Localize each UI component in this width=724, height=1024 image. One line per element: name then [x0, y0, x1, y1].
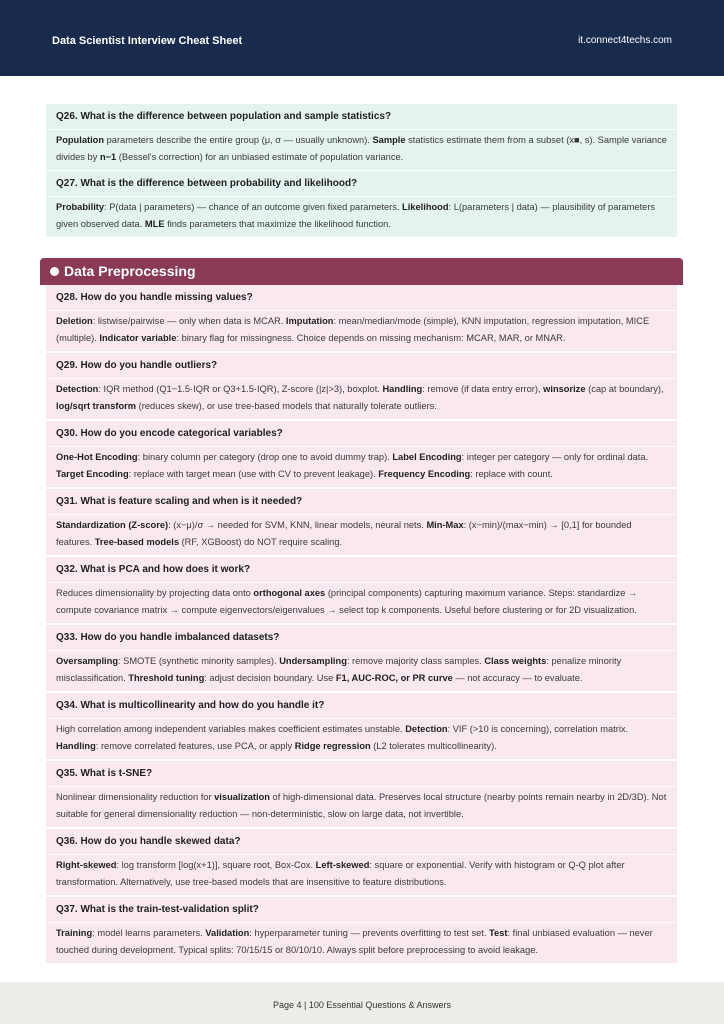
- question: Q32. What is PCA and how does it work?: [46, 556, 677, 582]
- answer-text: : penalize minority misclassification.: [56, 656, 622, 683]
- answer-text: — not accuracy — to evaluate.: [452, 673, 583, 683]
- question: Q28. How do you handle missing values?: [56, 292, 253, 303]
- answer-text: (RF, XGBoost) do NOT require scaling.: [179, 537, 343, 547]
- qa-item: [46, 419, 677, 487]
- bold-term: Min-Max: [426, 520, 464, 530]
- bold-term: Threshold tuning: [128, 673, 205, 683]
- answer-text: : listwise/pairwise — only when data is MCAR.: [92, 316, 286, 326]
- bold-term: Tree-based models: [94, 537, 179, 547]
- qa-item: [46, 555, 677, 623]
- bold-term: Sample: [372, 135, 406, 145]
- question: Q34. What is multicollinearity and how do you handle it?: [46, 692, 677, 718]
- question: Q35. What is t-SNE?: [46, 760, 677, 786]
- answer-text: parameters describe the entire group (μ, σ — usually unknown).: [104, 135, 373, 145]
- answer: [46, 196, 677, 237]
- bold-term: n−1: [99, 152, 117, 162]
- answer: [46, 854, 677, 895]
- answer: [46, 446, 677, 487]
- section-header-data-preprocessing: [40, 258, 683, 285]
- answer: [46, 514, 677, 555]
- answer: [46, 129, 677, 170]
- bold-term: Test: [489, 928, 508, 938]
- answer-text: : binary flag for missingness. Choice depends on missing mechanism: MCAR, MAR, or MNAR.: [176, 333, 566, 343]
- bold-term: F1, AUC-ROC, or PR curve: [335, 673, 453, 683]
- answer-text: : P(data | parameters) — chance of an outcome given fixed parameters.: [104, 202, 403, 212]
- answer-text: : remove majority class samples.: [346, 656, 485, 666]
- bullet-dot-icon: [50, 267, 59, 276]
- question: Q26. What is the difference between population and sample statistics?: [56, 111, 392, 122]
- answer-text: : IQR method (Q1−1.5·IQR or Q3+1.5·IQR), Z-score (|z|>3), boxplot.: [98, 384, 383, 394]
- bold-term: MLE: [144, 219, 165, 229]
- bold-term: visualization: [214, 792, 270, 802]
- bold-term: One-Hot Encoding: [56, 452, 138, 462]
- bold-term: winsorize: [543, 384, 586, 394]
- bold-term: Probability: [56, 202, 105, 212]
- bold-term: Handling: [382, 384, 423, 394]
- bold-term: Validation: [205, 928, 250, 938]
- answer-text: : SMOTE (synthetic minority samples).: [118, 656, 280, 666]
- bold-term: Right-skewed: [56, 860, 117, 870]
- question: Q33. How do you handle imbalanced datasets?: [46, 624, 677, 650]
- bold-term: Population: [56, 135, 105, 145]
- bold-term: log/sqrt transform: [56, 401, 137, 411]
- answer-text: : final unbiased evaluation — never touched during development. Typical splits: 70/15/15 or 80/10/10. Always split before preprocessing to avoid leakage.: [56, 928, 653, 955]
- answer: [46, 582, 677, 623]
- bold-term: Likelihood: [402, 202, 449, 212]
- bold-term: Standardization (Z-score): [56, 520, 169, 530]
- bold-term: Oversampling: [56, 656, 119, 666]
- qa-item: [46, 487, 677, 555]
- answer-text: : replace with target mean (use with CV to prevent leakage).: [128, 469, 379, 479]
- page-header: [0, 0, 724, 76]
- answer-text: : integer per category — only for ordinal data.: [461, 452, 649, 462]
- question: Q27. What is the difference between probability and likelihood?: [56, 178, 358, 189]
- qa-item: [46, 285, 677, 351]
- bold-term: Imputation: [285, 316, 334, 326]
- answer: [46, 310, 677, 351]
- answer-text: (reduces skew), or use tree-based models that naturally tolerate outliers.: [136, 401, 437, 411]
- bold-term: Label Encoding: [392, 452, 462, 462]
- page-content: [46, 104, 677, 1011]
- bold-term: Deletion: [56, 316, 93, 326]
- bold-term: Class weights: [484, 656, 547, 666]
- answer-text: (principal components) capturing maximum variance. Steps: standardize → compute covariance matrix → compute eigenvectors/eigenvalues → select top k components. Useful before clustering or for 2D visualization.: [56, 588, 638, 615]
- site-url: it.connect4techs.com: [578, 35, 672, 46]
- bold-term: Ridge regression: [294, 741, 371, 751]
- answer-text: : binary column per category (drop one to avoid dummy trap).: [137, 452, 393, 462]
- question: Q36. How do you handle skewed data?: [46, 828, 677, 854]
- answer: [46, 718, 677, 759]
- answer-text: (cap at boundary),: [585, 384, 664, 394]
- answer-text: : model learns parameters.: [92, 928, 206, 938]
- bold-term: Training: [56, 928, 93, 938]
- qa-item: [46, 759, 677, 827]
- answer-text: (Bessel's correction) for an unbiased estimate of population variance.: [116, 152, 404, 162]
- answer-text: : (x−min)/(max−min) → [0,1] for bounded features.: [56, 520, 632, 547]
- answer-text: of high-dimensional data. Preserves local structure (nearby points remain nearby in 2D/3D). Not suitable for general dimensionality reduction — non-deterministic, slow on large data, not invertible.: [56, 792, 667, 819]
- answer: [46, 378, 677, 419]
- bold-term: Frequency Encoding: [378, 469, 471, 479]
- question: Q37. What is the train-test-validation split?: [46, 896, 677, 922]
- footer-text: Page 4 | 100 Essential Questions & Answers: [273, 1000, 451, 1010]
- answer-text: statistics estimate them from a subset (x■, s). Sample variance divides by: [56, 135, 667, 162]
- answer-text: (L2 tolerates multicollinearity).: [370, 741, 497, 751]
- answer-text: : L(parameters | data) — plausibility of parameters given observed data.: [56, 202, 656, 229]
- question: Q29. How do you handle outliers?: [46, 352, 677, 378]
- question: Q31. What is feature scaling and when is it needed?: [46, 488, 677, 514]
- answer-text: : remove (if data entry error),: [422, 384, 544, 394]
- qa-item: [46, 691, 677, 759]
- answer-text: finds parameters that maximize the likelihood function.: [164, 219, 391, 229]
- answer-text: : hyperparameter tuning — prevents overfitting to test set.: [249, 928, 490, 938]
- bold-term: Handling: [56, 741, 96, 751]
- qa-item: [46, 827, 677, 895]
- answer: [46, 922, 677, 963]
- answer-text: : square or exponential. Verify with histogram or Q-Q plot after transformation. Alternatively, use tree-based models that are insensitive to feature distributions.: [56, 860, 625, 887]
- answer-text: : (x−μ)/σ → needed for SVM, KNN, linear models, neural nets.: [168, 520, 427, 530]
- bold-term: Detection: [405, 724, 448, 734]
- answer-text: Nonlinear dimensionality reduction for: [56, 792, 215, 802]
- bold-term: Undersampling: [279, 656, 347, 666]
- answer: [46, 786, 677, 827]
- answer-text: : remove correlated features, use PCA, or apply: [95, 741, 295, 751]
- answer-text: Reduces dimensionality by projecting data onto: [56, 588, 254, 598]
- qa-item: [46, 170, 677, 237]
- data-preprocessing-list: [46, 285, 677, 963]
- bold-term: orthogonal axes: [253, 588, 326, 598]
- bold-term: Indicator variable: [99, 333, 177, 343]
- answer-text: : mean/median/mode (simple), KNN imputation, regression imputation, MICE (multiple).: [56, 316, 650, 343]
- answer-text: : VIF (>10 is concerning), correlation matrix.: [447, 724, 629, 734]
- question: Q30. How do you encode categorical variables?: [46, 420, 677, 446]
- bold-term: Target Encoding: [56, 469, 129, 479]
- document-title: Data Scientist Interview Cheat Sheet: [52, 35, 243, 47]
- qa-item: [46, 895, 677, 963]
- section-title: Data Preprocessing: [64, 263, 196, 279]
- answer-text: : log transform [log(x+1)], square root, Box-Cox.: [116, 860, 316, 870]
- answer: [46, 650, 677, 691]
- answer-text: : replace with count.: [470, 469, 553, 479]
- qa-item: [46, 351, 677, 419]
- answer-text: High correlation among independent variables makes coefficient estimates unstable.: [56, 724, 406, 734]
- bold-term: Left-skewed: [315, 860, 370, 870]
- answer-text: : adjust decision boundary. Use: [204, 673, 336, 683]
- bold-term: Detection: [56, 384, 99, 394]
- qa-item: [46, 623, 677, 691]
- page-footer: [0, 982, 724, 1024]
- qa-item: [46, 104, 677, 170]
